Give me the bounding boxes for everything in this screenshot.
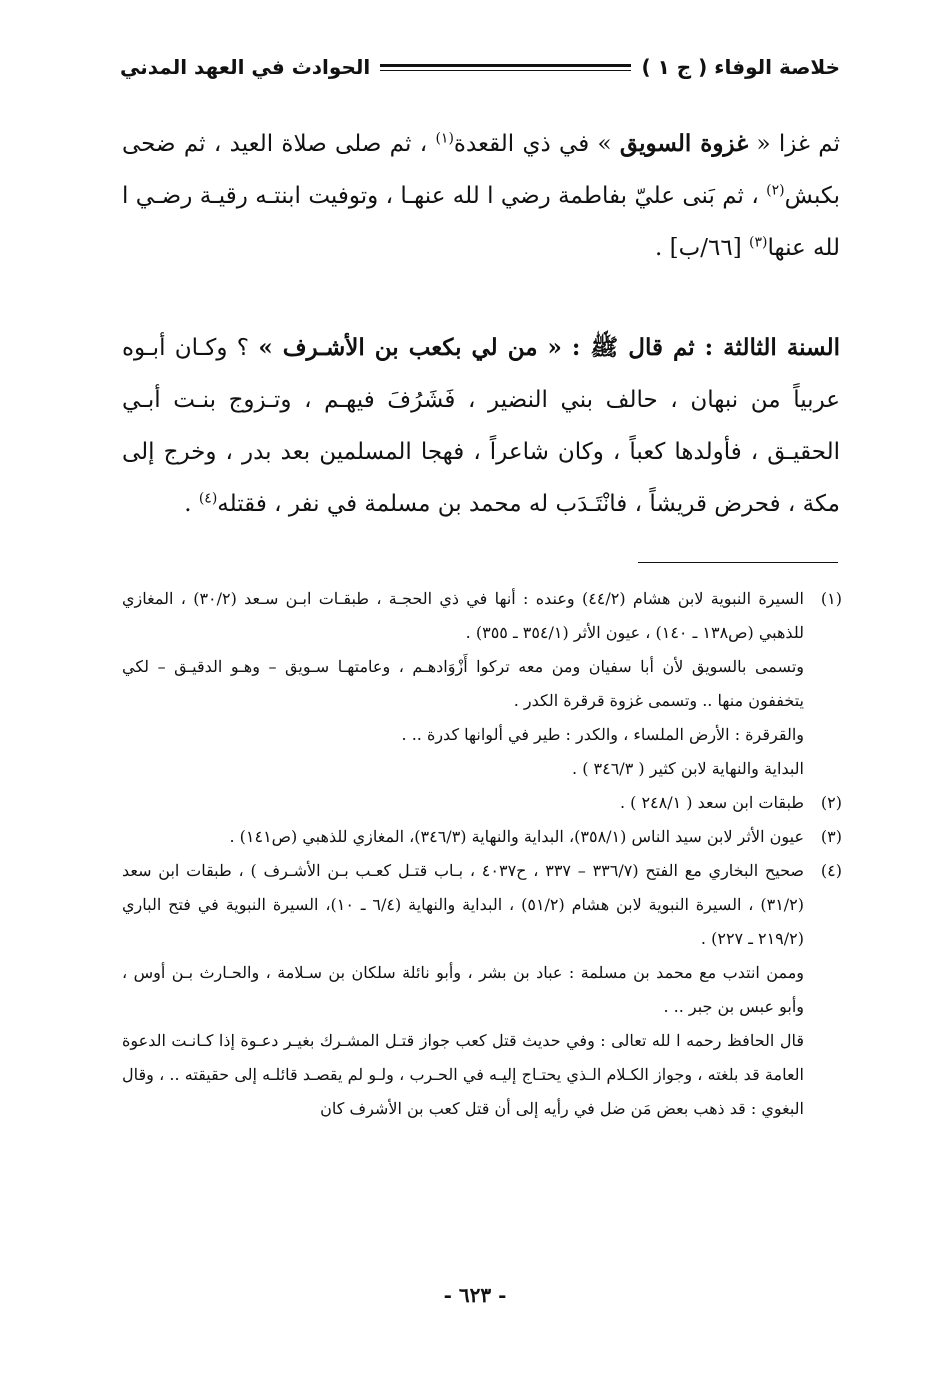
footnote-text: وممن انتدب مع محمد بن مسلمة : عباد بن بشر ، وأبو نائلة سلكان بن سـلامة ، والحـارث بـن أوس ، وأبو عبس بن جبر .. . (122, 963, 804, 1016)
footnote-text: وتسمى بالسويق لأن أبا سفيان ومن معه تركوا أَزْوَادهـم ، وعامتهـا سـويق – وهـو الدقيـق – لكي يتخففون منها .. وتسمى غزوة قرقرة الكدر . (122, 657, 804, 710)
text-span: ، ثم صلى صلاة العيد ، ثم ضحى بكبش (122, 131, 840, 209)
header-book-title: خلاصة الوفاء ( ج ١ ) (641, 55, 840, 79)
section-heading: السنة الثالثة : ثم قال ﷺ : « من لي بكعب بن الأشـرف » (258, 334, 841, 361)
footnote-text: والقرقرة : الأرض الملساء ، والكدر : طير في ألوانها كدرة .. . (401, 725, 804, 744)
footnote-text: السيرة النبوية لابن هشام (٤٤/٢) وعنده : أنها في ذي الحجـة ، طبقـات ابـن سـعد (٣٠/٢) ، المغازي للذهبي (ص١٣٨ ـ ١٤٠) ، عيون الأثر (٣٥٤/١ ـ ٣٥٥) . (122, 589, 804, 642)
footnote-text: عيون الأثر لابن سيد الناس (٣٥٨/١)، البداية والنهاية (٣٤٦/٣)، المغازي للذهبي (ص١٤١) . (229, 827, 804, 846)
footnote-2 (122, 786, 842, 820)
text-span: ؟ وكـان أبـوه عربياً من نبهان ، حالف بني النضير ، فَشَرُفَ فيهـم ، وتـزوج بنـت أبـي الحقيـق ، فأولدها كعباً ، وكان شاعراً ، فهجا المسلمين بعد بدر ، وخرج إلى مكة ، فحرض قريشاً ، فانْتَـدَب له محمد بن مسلمة في نفر ، فقتله (122, 335, 840, 517)
footnote-marker-4[interactable]: (٤) (198, 490, 218, 507)
footnote-number: (٣) (820, 827, 842, 846)
footnote-separator (638, 562, 838, 563)
footnote-3 (122, 820, 842, 854)
footnote-number: (٢) (820, 793, 842, 812)
footnote-marker-2[interactable]: (٢) (766, 182, 785, 199)
footnote-number: (١) (820, 589, 842, 608)
paragraph-sawiq (122, 118, 840, 274)
header-rule (380, 64, 631, 71)
footnote-number: (٤) (820, 861, 842, 880)
text-span: » في ذي القعدة (453, 131, 620, 157)
text-span: ثم غزا « (748, 131, 840, 157)
footnotes (122, 582, 842, 1126)
header-section-title: الحوادث في العهد المدني (120, 55, 371, 79)
footnote-1 (122, 582, 842, 786)
page-number: - ٦٢٣ - (443, 1283, 507, 1307)
footnote-marker-1[interactable]: (١) (435, 130, 454, 147)
text-span: [٦٦/ب] . (654, 235, 749, 261)
main-text (122, 118, 840, 530)
running-header (120, 52, 840, 82)
bold-term: غزوة السويق (619, 130, 749, 157)
text-span: ، ثم بَنى عليّ بفاطمة رضي ا لله عنهـا ، وتوفيت ابنتـه رقيـة رضـي ا لله عنها (122, 183, 840, 261)
footnote-continuation: قال الحافظ رحمه ا لله تعالى : وفي حديث قتل كعب جواز قتـل المشـرك بغيـر دعـوة إذا كـانـت الدعوة العامة قد بلغته ، وجواز الكـلام الـذي يحتـاج إليـه في الحـرب ، ولـو لم يقصـد قائلـه إلى حقيقته .. ، وقال البغوي : قد ذهب بعض مَن ضل في رأيه إلى أن قتل كعب بن الأشرف كان (122, 1031, 804, 1118)
footnote-4 (122, 854, 842, 1024)
paragraph-year-three (122, 322, 840, 530)
footnote-marker-3[interactable]: (٣) (748, 234, 768, 251)
footnote-text: طبقات ابن سعد ( ٢٤٨/١ ) . (619, 793, 804, 812)
text-span: . (184, 491, 199, 517)
footnote-text: صحيح البخاري مع الفتح (٣٣٦/٧ – ٣٣٧ ، ح٤٠٣٧ ، بـاب قتـل كعـب بـن الأشـرف ) ، طبقات ابن سعد (٣١/٢) ، السيرة النبوية لابن هشام (٥١/٢) ، البداية والنهاية (٦/٤ ـ ١٠)، السيرة النبوية في فتح الباري (٢١٩/٢ ـ ٢٢٧) . (122, 861, 805, 948)
footnote-text: البداية والنهاية لابن كثير ( ٣٤٦/٣ ) . (572, 759, 804, 778)
